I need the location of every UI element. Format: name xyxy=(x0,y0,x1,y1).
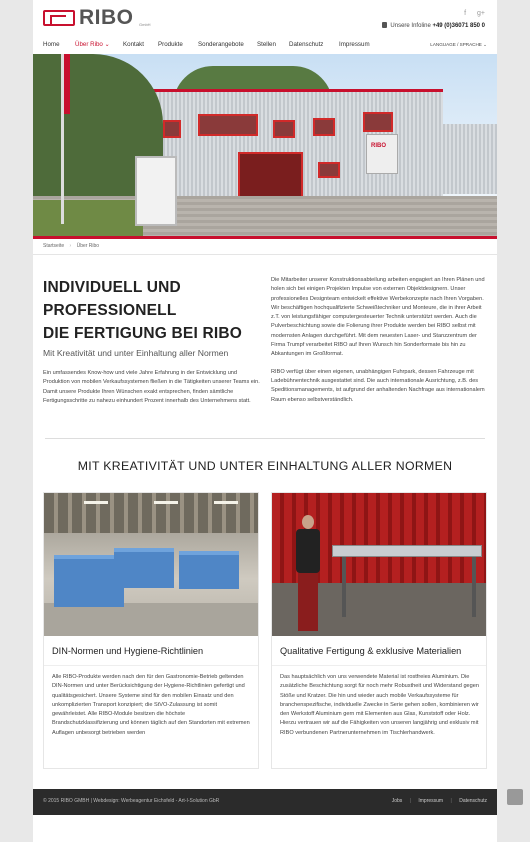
nav-item-impressum[interactable]: Impressum xyxy=(339,41,370,48)
footer-copyright: © 2015 RIBO GMBH | Webdesign: Werbeagentur Eichsfeld - Art-I-Solution GbR xyxy=(43,798,220,804)
card-title: DIN-Normen und Hygiene-Richtlinien xyxy=(52,646,204,656)
footer-link-datenschutz[interactable]: Datenschutz xyxy=(459,798,487,804)
building-sign xyxy=(366,134,398,174)
hotline-number[interactable]: +49 (0)36071 850 0 xyxy=(432,23,485,29)
page-subtitle: Mit Kreativität und unter Einhaltung aller Normen xyxy=(43,348,229,358)
intro-right-paragraph-1: Die Mitarbeiter unserer Konstruktionsabteilung arbeiten engagiert an Ihren Plänen und holen sich bei einigen Projekten Impulse von externen Objektdesignern. Unser professionelles Designteam entwickelt effektive Werbekonzepte nach Ihren Vorgaben. Wir beschäftigen hochqualifizierte Schweißtechniker und Monteure, die in ihrer Arbeit z.T. von leistungsfähiger computergesteuerter Technik unterstützt werden. Auch die Pulverbeschichtung sowie die Folierung ihrer Produkte werden bei RIBO selbst mit modernsten Anlagen durchgeführt. Mit dem neuesten Laser- und Stanzzentrum der Firma Trumpf verarbeitet RIBO auf Ihren Wunsch hin Sonderformate bis hin zu Abkantungen im Großformat. xyxy=(271,277,485,358)
language-selector[interactable] xyxy=(430,42,487,48)
phone-icon xyxy=(382,22,387,28)
card-text: Das hauptsächlich von uns verwendete Material ist rostfreies Aluminium. Die zusätzliche Beschichtung sorgt für noch mehr Robustheit und Widerstand gegen Stöße und Kratzer. Die hin und wieder auch mobile Verkaufssysteme für branchenspezifische, individuelle Zwecke in Serie gehen sollen, kombinieren wir den Werkstoff Aluminium gern mit Elementen aus Glas, Kunststoff oder Holz. Hierzu vertrauen wir auf die Fähigkeiten von unseren langjährig und exklusiv mit RIBO verbundenen Partnerunternehmen im Tischlerhandwerk. xyxy=(280,674,480,736)
breadcrumb-separator: › xyxy=(69,243,72,249)
ribo-logo[interactable] xyxy=(43,8,153,30)
workshop-image-counters xyxy=(44,493,258,636)
footer-link-impressum[interactable]: Impressum xyxy=(418,798,444,804)
logo-subtext: GmbH xyxy=(139,22,151,27)
footer-links: Jobs | Impressum | Datenschutz xyxy=(391,798,487,804)
nav-item-sonderangebote[interactable]: Sonderangebote xyxy=(198,41,244,48)
logo-mark-icon xyxy=(43,10,75,26)
breadcrumb-home[interactable]: Startseite xyxy=(43,243,65,249)
nav-item-home[interactable]: Home xyxy=(43,41,60,48)
chevron-down-icon: ⌄ xyxy=(483,42,487,47)
google-plus-icon[interactable]: g+ xyxy=(477,10,485,17)
building-sign-text: RIBO xyxy=(371,143,386,149)
info-board xyxy=(135,156,177,226)
nav-item-stellen[interactable]: Stellen xyxy=(257,41,276,48)
chevron-down-icon: ⌄ xyxy=(104,41,110,48)
page xyxy=(33,0,497,842)
breadcrumb-current: Über Ribo xyxy=(76,243,100,249)
nav-item-datenschutz[interactable]: Datenschutz xyxy=(289,41,324,48)
feature-card-quality xyxy=(271,492,487,769)
footer-link-jobs[interactable]: Jobs xyxy=(391,798,403,804)
social-links xyxy=(455,10,485,17)
scroll-to-top-button[interactable] xyxy=(507,789,523,805)
card-title: Qualitative Fertigung & exklusive Materialien xyxy=(280,646,462,656)
nav-item-kontakt[interactable]: Kontakt xyxy=(123,41,144,48)
nav-item-ueber-ribo[interactable] xyxy=(75,41,110,48)
card-text: Alle RIBO-Produkte werden nach den für den Gastronomie-Betrieb geltenden DIN-Normen und unter Berücksichtigung der Hygiene-Richtlinien gefertigt und qualitätsgesichert. Unsere Systeme sind für den mobilen Einsatz und den unkomplizierten Transport konzipiert; die StVO-Zulassung ist somit gewährleistet. Alle RIBO-Module besitzen die höchste Brandschutzklassifizierung und können täglich auf den Standorten mit extremen Auflagen unbesorgt betrieben werden xyxy=(52,674,250,736)
footer xyxy=(33,789,497,815)
logo-text: RIBO xyxy=(79,6,134,29)
intro-right-paragraph-2: RIBO verfügt über einen eigenen, unabhängigen Fuhrpark, dessen Fahrzeuge mit Ladebühnentechnik ausgestattet sind. Die auch internationale Ausrichtung, z.B. des Speditionsmanagements, ist aufgrund der anhaltenden Nachfrage aus internationalem Raum ebenso selbstverständlich. xyxy=(271,368,485,403)
hero-image xyxy=(33,54,497,238)
feature-card-din xyxy=(43,492,259,769)
nav-item-ueber-ribo-label: Über Ribo xyxy=(75,41,103,48)
section-heading: MIT KREATIVITÄT UND UNTER EINHALTUNG ALLER NORMEN xyxy=(77,459,453,473)
intro-right-column xyxy=(271,276,491,413)
hotline-label: Unsere Infoline xyxy=(390,23,431,29)
nav-item-produkte[interactable]: Produkte xyxy=(158,41,183,48)
hotline xyxy=(382,22,485,29)
facebook-icon[interactable]: f xyxy=(464,10,467,17)
language-label: LANGUAGE / SPRACHE xyxy=(430,42,482,47)
breadcrumb xyxy=(43,243,99,249)
intro-paragraph: Ein umfassendes Know-how und viele Jahre Erfahrung in der Entwicklung und Produktion von mobilen Verkaufssystemen fließen in die Tätigkeiten unserer Teams ein. Damit unsere Produkte Ihren Wünschen exakt entsprechen, finden sämtliche Fertigungsschritte zu nahezu einhundert Prozent innerhalb des Unternehmens statt. xyxy=(43,370,260,404)
page-title: INDIVIDUELL UND PROFESSIONELL DIE FERTIGUNG BEI RIBO xyxy=(43,279,243,342)
workshop-image-welding xyxy=(272,493,486,636)
